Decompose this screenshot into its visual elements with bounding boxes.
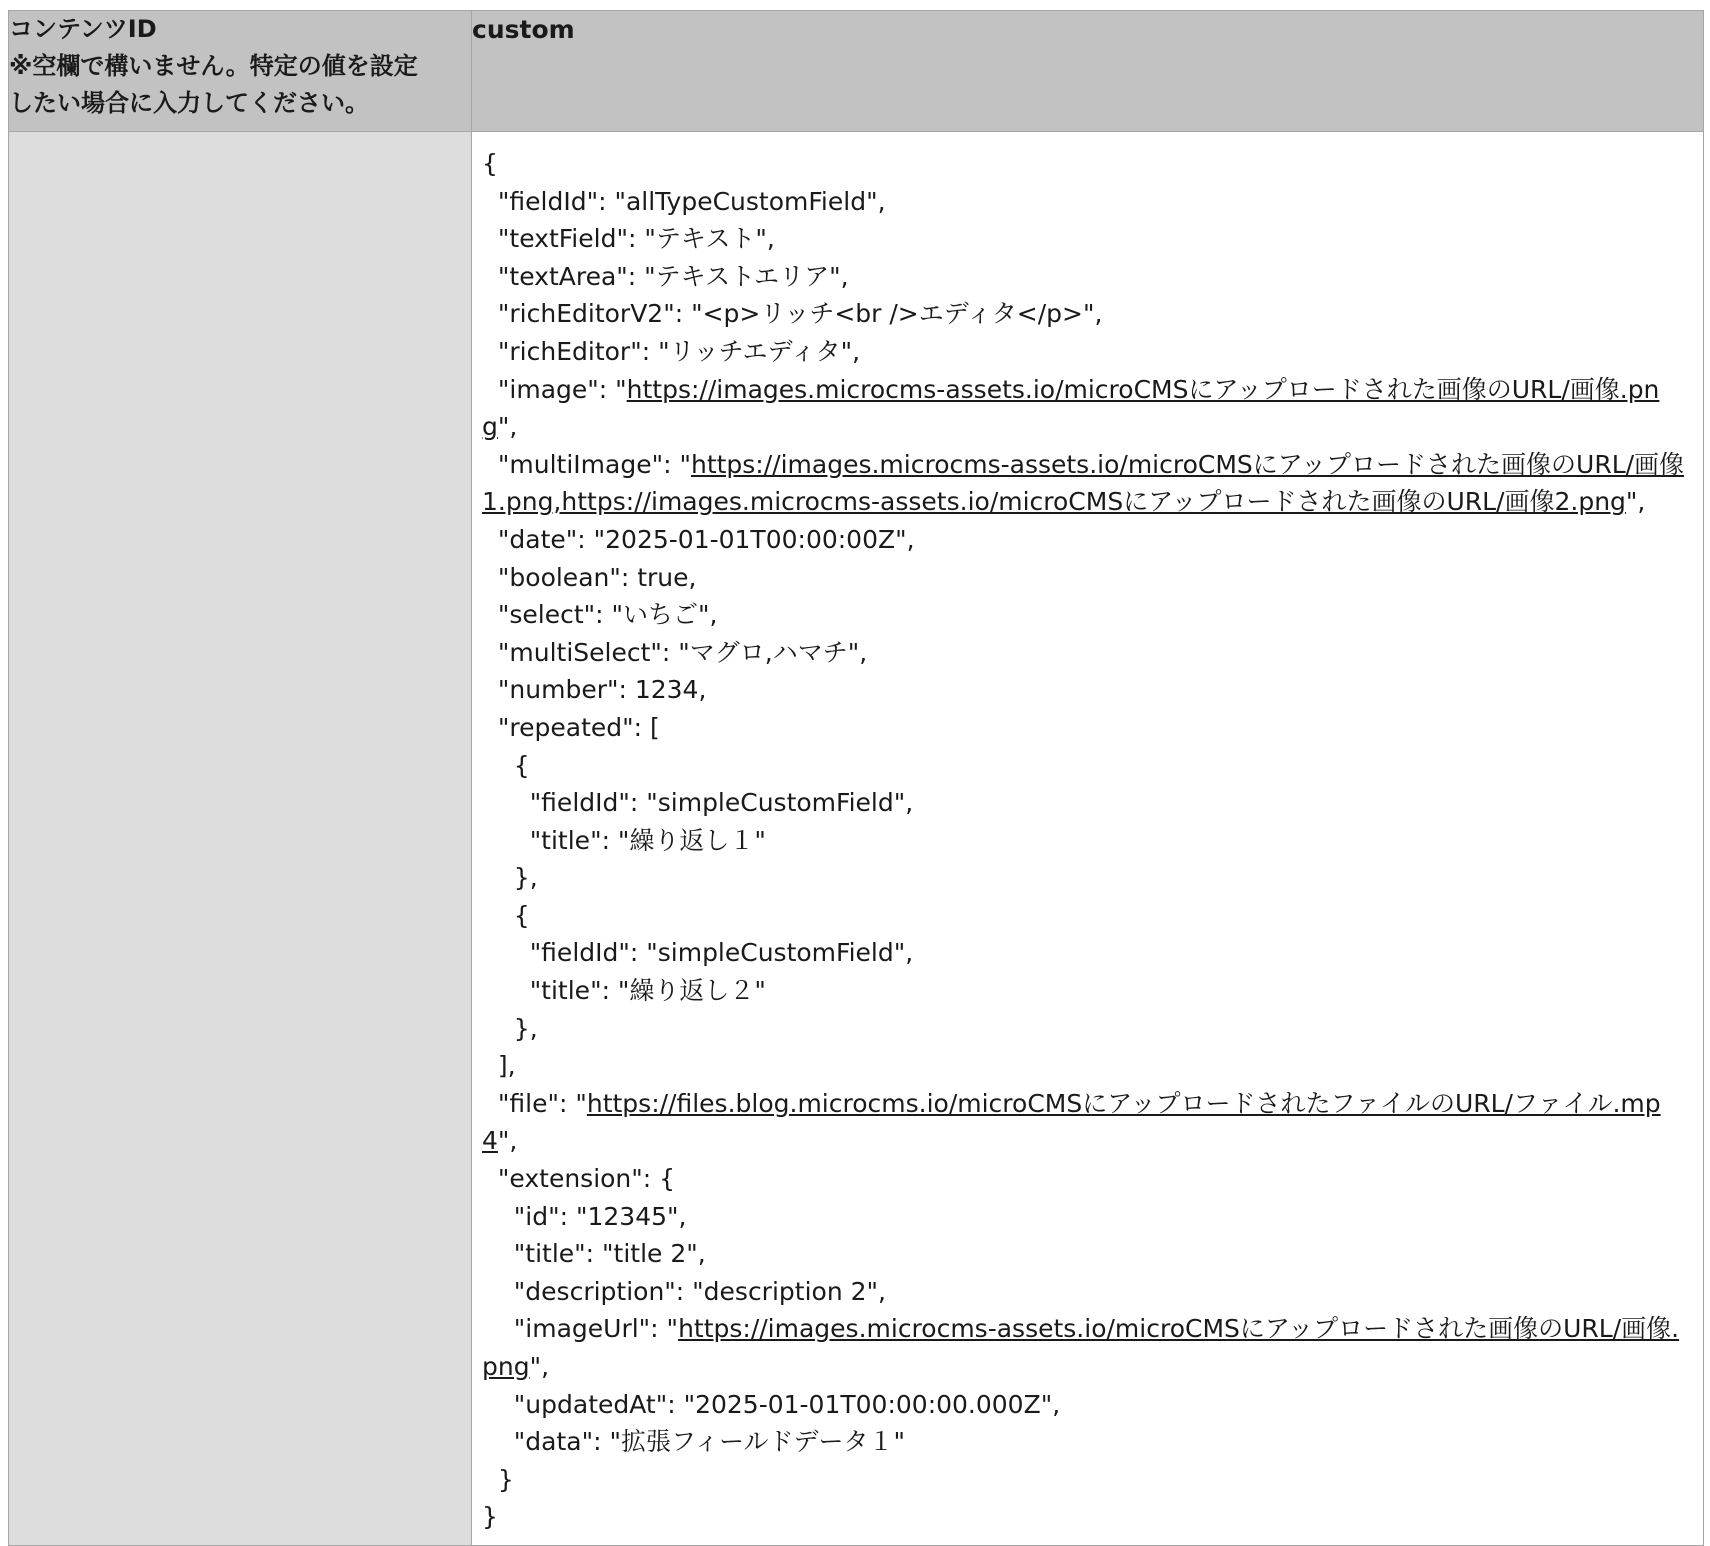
code-line: "description": "description 2", (482, 1276, 886, 1306)
code-line: } (482, 1464, 514, 1494)
code-text: "imageUrl": " (482, 1314, 679, 1344)
code-line: { (482, 149, 498, 178)
code-line: "updatedAt": "2025-01-01T00:00:00.000Z", (482, 1389, 1061, 1419)
url-link[interactable]: https://images.microcms-assets.io/microCMSにアップロードされた画像のURL/画像.png (482, 1314, 1680, 1381)
custom-title: custom (472, 15, 575, 44)
code-line: }, (482, 1013, 538, 1043)
code-line: } (482, 1502, 498, 1532)
url-link[interactable]: https://files.blog.microcms.io/microCMSにアップロードされたファイルのURL/ファイル.mp4 (482, 1088, 1661, 1156)
code-line: "multiSelect": "マグロ,ハマチ", (482, 637, 868, 667)
code-line: "repeated": [ (482, 712, 660, 742)
spreadsheet-table (8, 10, 1704, 1546)
code-line: "fieldId": "allTypeCustomField", (482, 186, 886, 216)
code-line: "fieldId": "simpleCustomField", (482, 788, 914, 818)
code-line: ], (482, 1051, 516, 1081)
code-line: "title": "繰り返し１" (482, 825, 766, 855)
code-line (482, 371, 1688, 446)
code-text: "file": " (482, 1088, 587, 1118)
url-link[interactable]: https://images.microcms-assets.io/microCMSにアップロードされた画像のURL/画像.png (482, 374, 1660, 442)
code-line (482, 1310, 1688, 1385)
code-line: "date": "2025-01-01T00:00:00Z", (482, 524, 915, 554)
code-line: "title": "繰り返し２" (482, 976, 766, 1006)
code-line: "richEditor": "リッチエディタ", (482, 336, 861, 366)
code-line: "fieldId": "simpleCustomField", (482, 938, 914, 968)
code-line: { (482, 750, 530, 780)
code-text: "multiImage": " (482, 449, 691, 479)
code-text: ", (529, 1352, 550, 1381)
code-text: ", (1625, 487, 1646, 517)
content-id-note-line2: したい場合に入力してください。 (9, 89, 369, 117)
code-line: "title": "title 2", (482, 1239, 706, 1269)
custom-cell[interactable] (472, 132, 1704, 1546)
code-line: "textArea": "テキストエリア", (482, 261, 849, 291)
code-line: { (482, 900, 530, 930)
code-line: "select": "いちご", (482, 600, 718, 630)
code-line: "boolean": true, (482, 562, 697, 592)
code-text: ", (497, 1126, 518, 1156)
json-code-block (472, 132, 1703, 1545)
code-line: "richEditorV2": "<p>リッチ<br />エディタ</p>", (482, 299, 1103, 329)
header-cell-custom[interactable] (472, 11, 1704, 132)
content-id-cell[interactable] (9, 132, 472, 1546)
code-text: "image": " (482, 374, 627, 404)
code-line: "id": "12345", (482, 1201, 687, 1231)
code-line: "extension": { (482, 1164, 676, 1194)
url-link[interactable]: https://images.microcms-assets.io/microCMSにアップロードされた画像のURL/画像1.png,https://images.microcms-assets.io/microCMSにアップロードされた画像のURL/画像2.png (482, 449, 1685, 517)
content-id-note-line1: ※空欄で構いません。特定の値を設定 (9, 52, 418, 80)
code-line: "data": "拡張フィールドデータ１" (482, 1427, 905, 1457)
code-line: "number": 1234, (482, 675, 707, 705)
header-row (9, 11, 1704, 132)
content-id-title: コンテンツID (9, 15, 157, 43)
code-line: "textField": "テキスト", (482, 224, 775, 254)
code-line: }, (482, 863, 538, 893)
code-text: ", (497, 412, 518, 442)
data-row (9, 132, 1704, 1546)
code-line (482, 446, 1688, 521)
header-cell-content-id[interactable] (9, 11, 472, 132)
code-line (482, 1085, 1688, 1160)
